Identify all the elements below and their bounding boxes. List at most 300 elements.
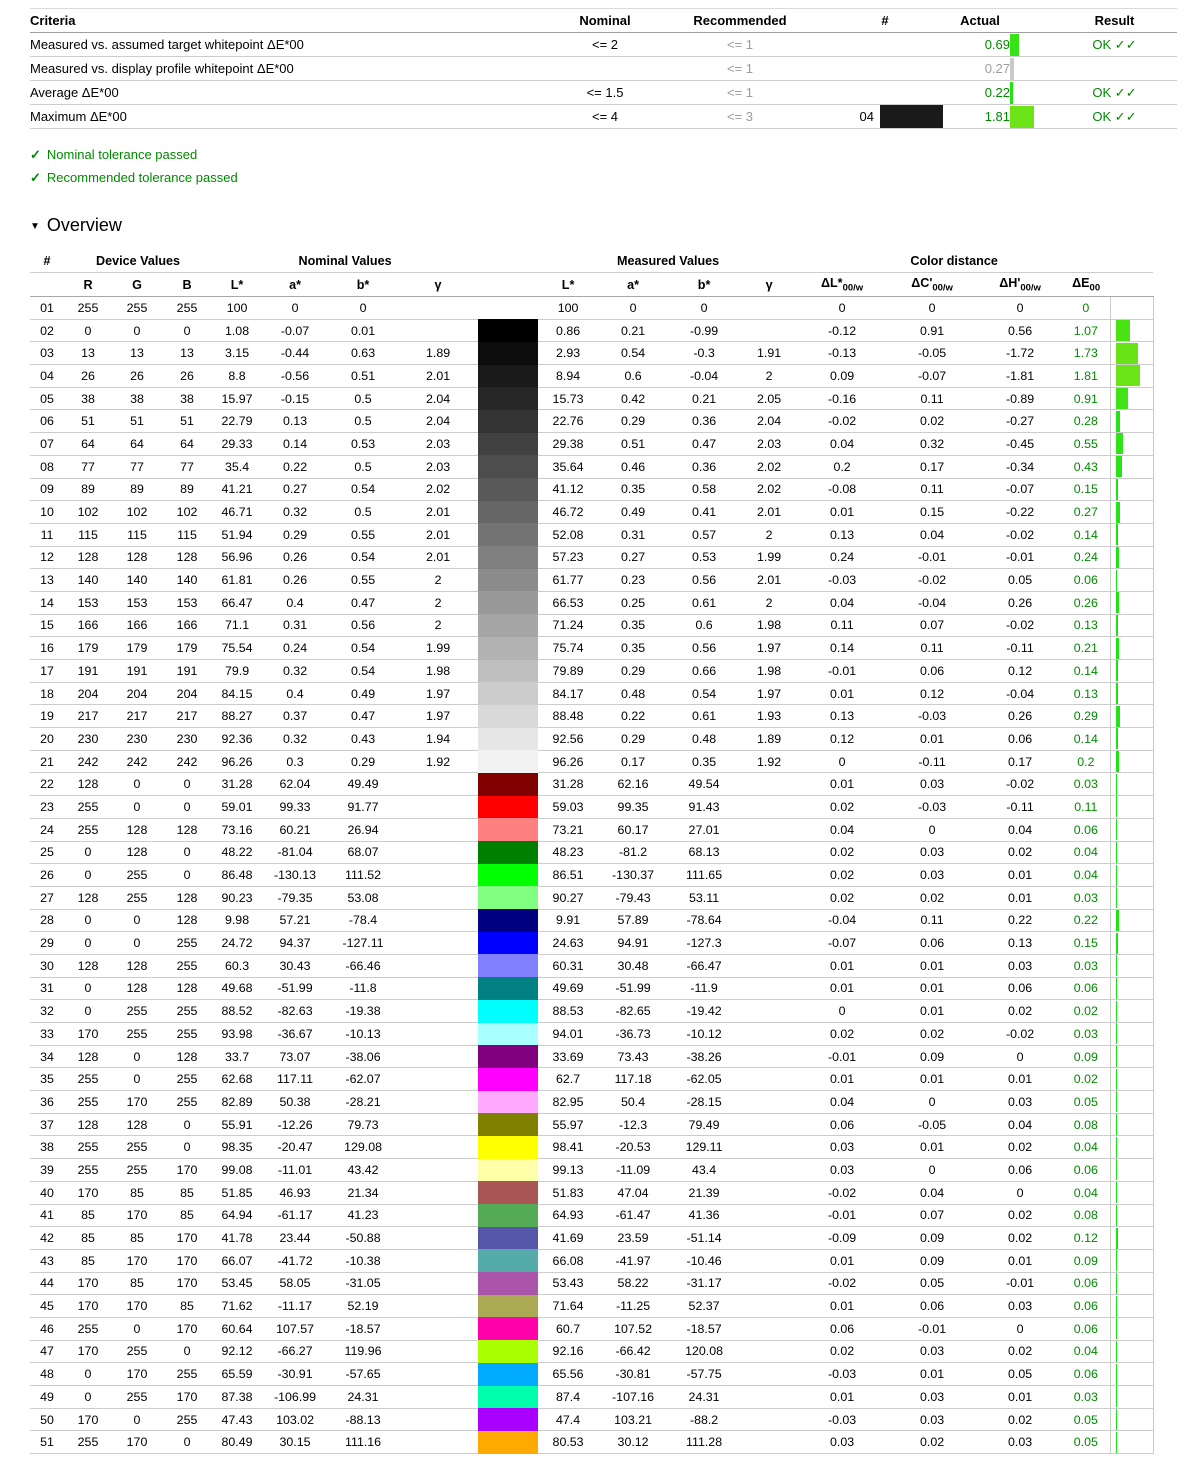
criteria-patch-cell — [820, 57, 950, 81]
nominal-L: 55.91 — [212, 1113, 262, 1136]
delta-e-bar — [1116, 411, 1120, 432]
delta-H-value: 0 — [978, 1045, 1062, 1068]
device-g: 128 — [112, 841, 162, 864]
delta-C-value: 0.12 — [886, 682, 978, 705]
patch-row — [30, 1204, 1153, 1227]
nominal-b: -66.46 — [328, 954, 398, 977]
patch-row — [30, 1181, 1153, 1204]
delta-e-bar — [1116, 524, 1118, 545]
delta-L-value: -0.09 — [798, 1227, 886, 1250]
patch-swatch — [478, 433, 538, 456]
criteria-patch-cell — [820, 105, 950, 129]
patch-row — [30, 410, 1153, 433]
patch-row — [30, 591, 1153, 614]
nominal-a: -12.26 — [262, 1113, 328, 1136]
measured-L: 90.27 — [538, 886, 598, 909]
criteria-actual-bar-cell — [1010, 81, 1052, 105]
delta-E-bar-cell — [1110, 1113, 1153, 1136]
measured-b: 24.31 — [668, 1386, 740, 1409]
delta-H-value: -0.11 — [978, 637, 1062, 660]
measured-gamma — [740, 1113, 798, 1136]
nominal-b: 24.31 — [328, 1386, 398, 1409]
delta-E-bar-cell — [1110, 1272, 1153, 1295]
patch-number: 49 — [30, 1386, 64, 1409]
delta-e-bar — [1116, 706, 1120, 727]
criteria-row — [30, 105, 1177, 129]
actual-value-bar — [1010, 106, 1034, 128]
delta-E-value: 0.06 — [1062, 1159, 1110, 1182]
device-r: 0 — [64, 932, 112, 955]
delta-E-bar-cell — [1110, 886, 1153, 909]
measured-gamma: 2.01 — [740, 569, 798, 592]
device-r: 85 — [64, 1249, 112, 1272]
measured-a: 0.35 — [598, 614, 668, 637]
nominal-a: 0.22 — [262, 455, 328, 478]
delta-C-value: -0.04 — [886, 591, 978, 614]
device-b: 128 — [162, 977, 212, 1000]
patch-row — [30, 886, 1153, 909]
nominal-b: 91.77 — [328, 796, 398, 819]
patch-number: 01 — [30, 297, 64, 320]
nominal-a: 99.33 — [262, 796, 328, 819]
device-b: 166 — [162, 614, 212, 637]
device-r: 170 — [64, 1023, 112, 1046]
device-b: 128 — [162, 1045, 212, 1068]
delta-C-value: 0.01 — [886, 728, 978, 751]
patch-row — [30, 478, 1153, 501]
delta-E-bar-cell — [1110, 682, 1153, 705]
delta-H-value: -0.01 — [978, 546, 1062, 569]
overview-section-toggle[interactable] — [30, 213, 1185, 237]
device-r: 77 — [64, 455, 112, 478]
delta-L-value: 0.14 — [798, 637, 886, 660]
delta-E-value: 0.91 — [1062, 387, 1110, 410]
nominal-gamma: 1.97 — [398, 682, 478, 705]
measured-gamma — [740, 1068, 798, 1091]
measured-a: 0.29 — [598, 660, 668, 683]
patch-number: 20 — [30, 728, 64, 751]
device-g: 64 — [112, 433, 162, 456]
device-g: 0 — [112, 319, 162, 342]
criteria-table — [30, 8, 1177, 129]
measured-gamma — [740, 1249, 798, 1272]
patch-row — [30, 728, 1153, 751]
patch-row — [30, 818, 1153, 841]
nominal-gamma: 1.98 — [398, 660, 478, 683]
delta-E-bar-cell — [1110, 1000, 1153, 1023]
nominal-L: 59.01 — [212, 796, 262, 819]
nominal-gamma — [398, 297, 478, 320]
device-g: 128 — [112, 954, 162, 977]
nominal-gamma: 1.97 — [398, 705, 478, 728]
delta-C-value: 0.02 — [886, 410, 978, 433]
patch-number: 33 — [30, 1023, 64, 1046]
device-b: 170 — [162, 1386, 212, 1409]
delta-C-value: -0.07 — [886, 365, 978, 388]
device-r: 170 — [64, 1272, 112, 1295]
delta-L-value: -0.01 — [798, 1045, 886, 1068]
measured-a: 0.35 — [598, 478, 668, 501]
nominal-L: 80.49 — [212, 1431, 262, 1454]
nominal-b: 0.5 — [328, 410, 398, 433]
delta-L-value: 0.04 — [798, 1091, 886, 1114]
patch-swatch — [478, 750, 538, 773]
device-g: 0 — [112, 1068, 162, 1091]
nominal-gamma — [398, 773, 478, 796]
measured-b: -31.17 — [668, 1272, 740, 1295]
delta-H-value: 0.04 — [978, 1113, 1062, 1136]
patch-row — [30, 1227, 1153, 1250]
patch-number: 35 — [30, 1068, 64, 1091]
criteria-actual-bar-cell — [1010, 33, 1052, 57]
criteria-header-row — [30, 9, 1177, 33]
delta-E-bar-cell — [1110, 591, 1153, 614]
nominal-b: 0.53 — [328, 433, 398, 456]
measured-b: 68.13 — [668, 841, 740, 864]
device-r: 0 — [64, 864, 112, 887]
measured-b: -10.12 — [668, 1023, 740, 1046]
patch-swatch — [478, 841, 538, 864]
measured-L: 15.73 — [538, 387, 598, 410]
nominal-L: 9.98 — [212, 909, 262, 932]
delta-H-value: 0.26 — [978, 705, 1062, 728]
measured-L: 57.23 — [538, 546, 598, 569]
delta-E-value: 0.15 — [1062, 932, 1110, 955]
device-g: 128 — [112, 1113, 162, 1136]
patch-number: 16 — [30, 637, 64, 660]
delta-L-value: 0 — [798, 750, 886, 773]
measured-gamma — [740, 773, 798, 796]
measured-L: 75.74 — [538, 637, 598, 660]
nominal-gamma: 2.03 — [398, 455, 478, 478]
device-g: 255 — [112, 1136, 162, 1159]
patch-swatch — [478, 1227, 538, 1250]
delta-C-value: 0.04 — [886, 1181, 978, 1204]
nominal-L: 31.28 — [212, 773, 262, 796]
delta-E-value: 0.06 — [1062, 1363, 1110, 1386]
delta-E-value: 0.06 — [1062, 569, 1110, 592]
col-group-swatch — [478, 249, 538, 273]
delta-L-value: 0.02 — [798, 796, 886, 819]
criteria-patch-cell — [820, 33, 950, 57]
delta-E-value: 0.14 — [1062, 660, 1110, 683]
overview-group-header-row — [30, 249, 1153, 273]
delta-C-value: 0.03 — [886, 864, 978, 887]
nominal-a: 0.32 — [262, 501, 328, 524]
measured-L: 96.26 — [538, 750, 598, 773]
nominal-a: 94.37 — [262, 932, 328, 955]
nominal-gamma: 2.01 — [398, 546, 478, 569]
nominal-b: 0.54 — [328, 546, 398, 569]
nominal-L: 60.3 — [212, 954, 262, 977]
delta-E-value: 0.29 — [1062, 705, 1110, 728]
nominal-a: 23.44 — [262, 1227, 328, 1250]
delta-C-value: 0.01 — [886, 1000, 978, 1023]
measured-a: -61.47 — [598, 1204, 668, 1227]
nominal-b: 0.55 — [328, 569, 398, 592]
patch-number: 29 — [30, 932, 64, 955]
nominal-gamma — [398, 909, 478, 932]
measured-b: -0.99 — [668, 319, 740, 342]
measured-gamma: 1.89 — [740, 728, 798, 751]
delta-C-value: 0 — [886, 297, 978, 320]
nominal-L: 48.22 — [212, 841, 262, 864]
nominal-b: -62.07 — [328, 1068, 398, 1091]
measured-a: -51.99 — [598, 977, 668, 1000]
device-b: 242 — [162, 750, 212, 773]
measured-gamma — [740, 1431, 798, 1454]
nominal-L: 61.81 — [212, 569, 262, 592]
delta-H-value: 0.56 — [978, 319, 1062, 342]
actual-value-bar — [1010, 58, 1014, 80]
measured-L: 62.7 — [538, 1068, 598, 1091]
measured-gamma: 1.99 — [740, 546, 798, 569]
patch-row — [30, 523, 1153, 546]
nominal-b: -31.05 — [328, 1272, 398, 1295]
measured-L: 94.01 — [538, 1023, 598, 1046]
delta-e-bar — [1116, 728, 1118, 749]
device-r: 26 — [64, 365, 112, 388]
nominal-L: 86.48 — [212, 864, 262, 887]
patch-swatch — [478, 1113, 538, 1136]
delta-H-value: -0.02 — [978, 1023, 1062, 1046]
measured-gamma — [740, 1023, 798, 1046]
measured-L: 52.08 — [538, 523, 598, 546]
device-g: 0 — [112, 796, 162, 819]
tolerance-note-recommended — [30, 166, 1185, 189]
delta-C-value: 0.01 — [886, 1136, 978, 1159]
nominal-a: 57.21 — [262, 909, 328, 932]
device-b: 230 — [162, 728, 212, 751]
nominal-L: 92.36 — [212, 728, 262, 751]
delta-e-bar — [1116, 774, 1117, 795]
measured-gamma — [740, 1272, 798, 1295]
delta-H-value: -1.72 — [978, 342, 1062, 365]
delta-C-value: 0.32 — [886, 433, 978, 456]
criteria-patch-number: 04 — [859, 109, 874, 124]
col-nominal-gamma: γ — [398, 273, 478, 297]
nominal-a: 0.4 — [262, 591, 328, 614]
device-r: 191 — [64, 660, 112, 683]
nominal-b: -10.13 — [328, 1023, 398, 1046]
delta-E-bar-cell — [1110, 796, 1153, 819]
patch-row — [30, 365, 1153, 388]
patch-number: 25 — [30, 841, 64, 864]
patch-row — [30, 1272, 1153, 1295]
measured-b: 52.37 — [668, 1295, 740, 1318]
delta-L-value: -0.02 — [798, 1181, 886, 1204]
nominal-b: 111.52 — [328, 864, 398, 887]
measured-gamma — [740, 864, 798, 887]
measured-b: 41.36 — [668, 1204, 740, 1227]
measured-L: 53.43 — [538, 1272, 598, 1295]
nominal-a: -30.91 — [262, 1363, 328, 1386]
col-delta-E-bar — [1110, 273, 1153, 297]
measured-a: 23.59 — [598, 1227, 668, 1250]
device-g: 0 — [112, 932, 162, 955]
nominal-b: 79.73 — [328, 1113, 398, 1136]
delta-L-value: 0.13 — [798, 705, 886, 728]
delta-C-value: 0.03 — [886, 1408, 978, 1431]
patch-row — [30, 637, 1153, 660]
measured-a: 0.21 — [598, 319, 668, 342]
criteria-actual-bar-cell — [1010, 57, 1052, 81]
measured-L: 60.7 — [538, 1317, 598, 1340]
delta-L-value: 0.09 — [798, 365, 886, 388]
device-g: 51 — [112, 410, 162, 433]
delta-L-value: -0.07 — [798, 932, 886, 955]
device-b: 51 — [162, 410, 212, 433]
measured-L: 33.69 — [538, 1045, 598, 1068]
measured-L: 49.69 — [538, 977, 598, 1000]
device-b: 170 — [162, 1159, 212, 1182]
measured-L: 79.89 — [538, 660, 598, 683]
measured-a: 60.17 — [598, 818, 668, 841]
nominal-gamma: 2 — [398, 591, 478, 614]
device-r: 0 — [64, 1363, 112, 1386]
delta-E-bar-cell — [1110, 1068, 1153, 1091]
patch-row — [30, 1340, 1153, 1363]
nominal-L: 100 — [212, 297, 262, 320]
measured-L: 61.77 — [538, 569, 598, 592]
nominal-gamma — [398, 1408, 478, 1431]
measured-b: 91.43 — [668, 796, 740, 819]
device-r: 170 — [64, 1340, 112, 1363]
measured-L: 64.93 — [538, 1204, 598, 1227]
patch-row — [30, 501, 1153, 524]
patch-row — [30, 1295, 1153, 1318]
measured-a: 94.91 — [598, 932, 668, 955]
delta-E-bar-cell — [1110, 728, 1153, 751]
nominal-b: 68.07 — [328, 841, 398, 864]
patch-row — [30, 1113, 1153, 1136]
delta-E-bar-cell — [1110, 1386, 1153, 1409]
delta-E-value: 0.21 — [1062, 637, 1110, 660]
nominal-L: 3.15 — [212, 342, 262, 365]
delta-H-value: -0.89 — [978, 387, 1062, 410]
device-r: 128 — [64, 1113, 112, 1136]
delta-L-value: -0.02 — [798, 1272, 886, 1295]
patch-number: 09 — [30, 478, 64, 501]
patch-swatch — [478, 455, 538, 478]
patch-swatch — [478, 1204, 538, 1227]
nominal-b: 0.5 — [328, 387, 398, 410]
device-r: 255 — [64, 1431, 112, 1454]
delta-H-value: 0.17 — [978, 750, 1062, 773]
measured-b: -28.15 — [668, 1091, 740, 1114]
measured-b: 0.47 — [668, 433, 740, 456]
check-icon: ✓ — [30, 147, 41, 162]
delta-e-bar — [1116, 615, 1118, 636]
measured-b: 0.36 — [668, 410, 740, 433]
delta-E-bar-cell — [1110, 909, 1153, 932]
patch-swatch — [478, 387, 538, 410]
measured-L: 60.31 — [538, 954, 598, 977]
measured-gamma — [740, 297, 798, 320]
nominal-a: 0.3 — [262, 750, 328, 773]
patch-swatch — [478, 1068, 538, 1091]
device-r: 255 — [64, 297, 112, 320]
nominal-L: 64.94 — [212, 1204, 262, 1227]
device-r: 13 — [64, 342, 112, 365]
patch-swatch — [478, 614, 538, 637]
delta-H-value: 0.01 — [978, 1249, 1062, 1272]
nominal-gamma — [398, 1045, 478, 1068]
delta-e-bar — [1116, 343, 1138, 364]
measured-gamma — [740, 1204, 798, 1227]
measured-L: 31.28 — [538, 773, 598, 796]
nominal-a: -106.99 — [262, 1386, 328, 1409]
device-r: 153 — [64, 591, 112, 614]
nominal-b: 0.43 — [328, 728, 398, 751]
nominal-a: -0.15 — [262, 387, 328, 410]
patch-swatch — [478, 319, 538, 342]
delta-E-bar-cell — [1110, 297, 1153, 320]
criteria-actual-bar-cell — [1010, 105, 1052, 129]
patch-number: 19 — [30, 705, 64, 728]
delta-L-value: 0.2 — [798, 455, 886, 478]
measured-a: -130.37 — [598, 864, 668, 887]
delta-L-value: -0.03 — [798, 569, 886, 592]
patch-swatch — [478, 1045, 538, 1068]
device-g: 140 — [112, 569, 162, 592]
delta-H-value: 0.04 — [978, 818, 1062, 841]
col-group-bar — [1110, 249, 1153, 273]
delta-H-value: 0.01 — [978, 886, 1062, 909]
device-b: 170 — [162, 1249, 212, 1272]
device-g: 170 — [112, 1431, 162, 1454]
device-r: 0 — [64, 1000, 112, 1023]
measured-a: 0.49 — [598, 501, 668, 524]
patch-swatch — [478, 501, 538, 524]
delta-E-value: 0.09 — [1062, 1045, 1110, 1068]
delta-e-bar — [1116, 1159, 1117, 1180]
measured-L: 86.51 — [538, 864, 598, 887]
col-measured-a: a* — [598, 273, 668, 297]
delta-L-value: 0.01 — [798, 682, 886, 705]
delta-L-value: 0.03 — [798, 1159, 886, 1182]
measured-gamma: 2.05 — [740, 387, 798, 410]
device-r: 170 — [64, 1408, 112, 1431]
delta-e-bar — [1116, 1386, 1117, 1407]
nominal-b: 0.5 — [328, 455, 398, 478]
nominal-a: -0.07 — [262, 319, 328, 342]
delta-E-value: 0.15 — [1062, 478, 1110, 501]
nominal-gamma — [398, 977, 478, 1000]
patch-number: 06 — [30, 410, 64, 433]
device-r: 217 — [64, 705, 112, 728]
nominal-a: -0.44 — [262, 342, 328, 365]
device-r: 255 — [64, 1091, 112, 1114]
delta-E-value: 0.06 — [1062, 1317, 1110, 1340]
device-b: 0 — [162, 1136, 212, 1159]
measured-L: 46.72 — [538, 501, 598, 524]
delta-e-bar — [1116, 1318, 1117, 1339]
measured-b: -62.05 — [668, 1068, 740, 1091]
patch-row — [30, 1363, 1153, 1386]
device-r: 0 — [64, 909, 112, 932]
criteria-nominal: <= 1.5 — [550, 81, 660, 105]
nominal-L: 51.94 — [212, 523, 262, 546]
measured-b: 0.35 — [668, 750, 740, 773]
patch-number: 45 — [30, 1295, 64, 1318]
measured-a: 0.48 — [598, 682, 668, 705]
delta-L-value: 0.02 — [798, 864, 886, 887]
nominal-L: 51.85 — [212, 1181, 262, 1204]
criteria-row — [30, 33, 1177, 57]
nominal-gamma: 1.94 — [398, 728, 478, 751]
device-r: 170 — [64, 1295, 112, 1318]
